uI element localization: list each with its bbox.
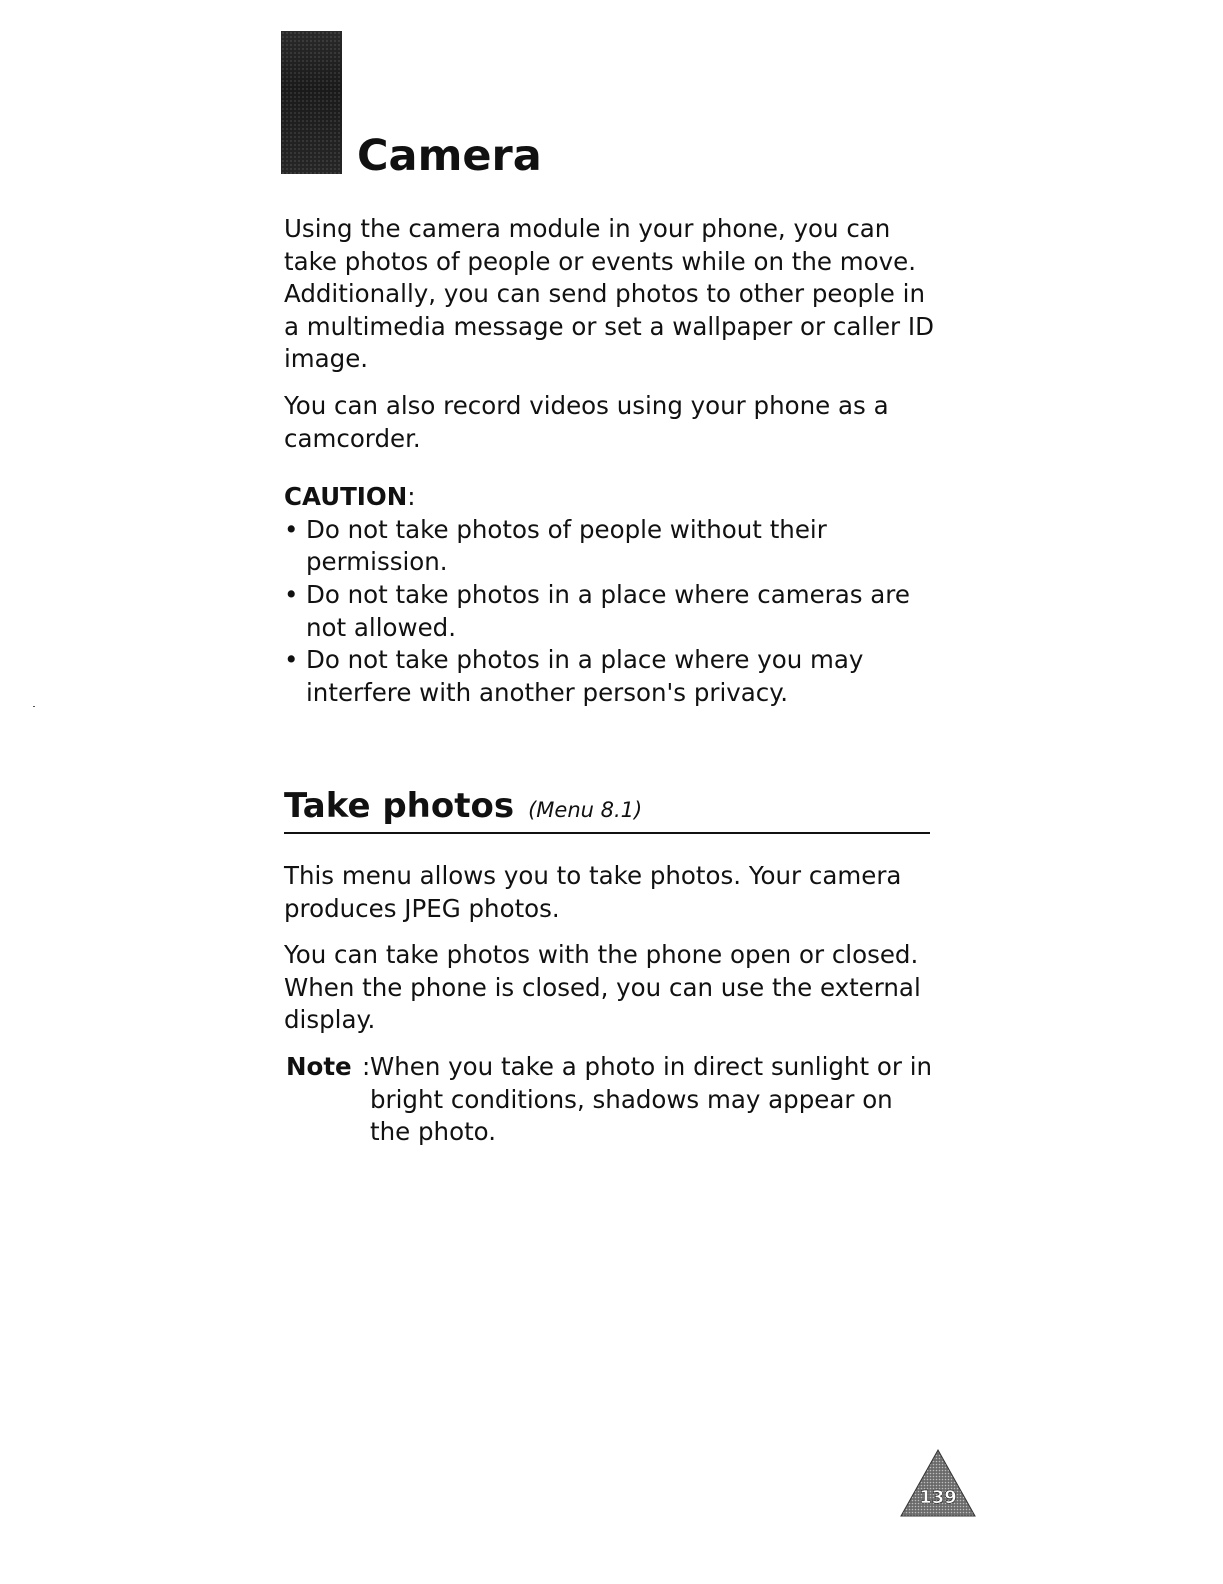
intro-section xyxy=(284,213,934,709)
caution-heading xyxy=(284,481,934,514)
caution-item-text: Do not take photos of people without their permission. xyxy=(306,514,827,577)
caution-item xyxy=(284,514,934,579)
chapter-marker-bar xyxy=(281,31,342,174)
page-number-marker xyxy=(899,1448,977,1518)
caution-list xyxy=(284,514,934,710)
caution-item-text: Do not take photos in a place where you may interfere with another person's privacy. xyxy=(306,645,864,707)
section-paragraph-1: This menu allows you to take photos. Your camera produces JPEG photos. xyxy=(284,861,902,923)
note-colon: : xyxy=(362,1051,371,1081)
caution-item-text: Do not take photos in a place where cameras are not allowed. xyxy=(306,579,910,642)
note-text: When you take a photo in direct sunlight or in bright conditions, shadows may appear on the photo. xyxy=(370,1051,933,1147)
bullet-icon: • xyxy=(284,514,299,544)
page-number: 139 xyxy=(919,1487,957,1508)
intro-paragraph-2: You can also record videos using your phone as a camcorder. xyxy=(284,390,889,453)
bullet-icon: • xyxy=(284,645,299,675)
caution-colon: : xyxy=(407,482,416,512)
section-title: Take photos xyxy=(284,786,515,826)
chapter-title: Camera xyxy=(357,131,542,181)
caution-item xyxy=(284,579,934,644)
section-paragraph-2: You can take photos with the phone open or closed. When the phone is closed, you can use the external display. xyxy=(284,940,921,1035)
caution-item xyxy=(284,644,934,709)
note-label: Note xyxy=(286,1051,352,1081)
intro-paragraph-1: Using the camera module in your phone, you can take photos of people or events while on the move. Additionally, you can send photos to other people in a multimedia message or set a wallpaper or caller ID image. xyxy=(284,214,934,374)
bullet-icon: • xyxy=(284,579,299,609)
take-photos-section xyxy=(284,860,934,1149)
section-heading xyxy=(284,784,930,834)
scan-speck xyxy=(33,706,35,707)
note-block xyxy=(284,1051,934,1149)
section-menu-reference: (Menu 8.1) xyxy=(528,798,643,822)
caution-label: CAUTION xyxy=(284,482,408,512)
